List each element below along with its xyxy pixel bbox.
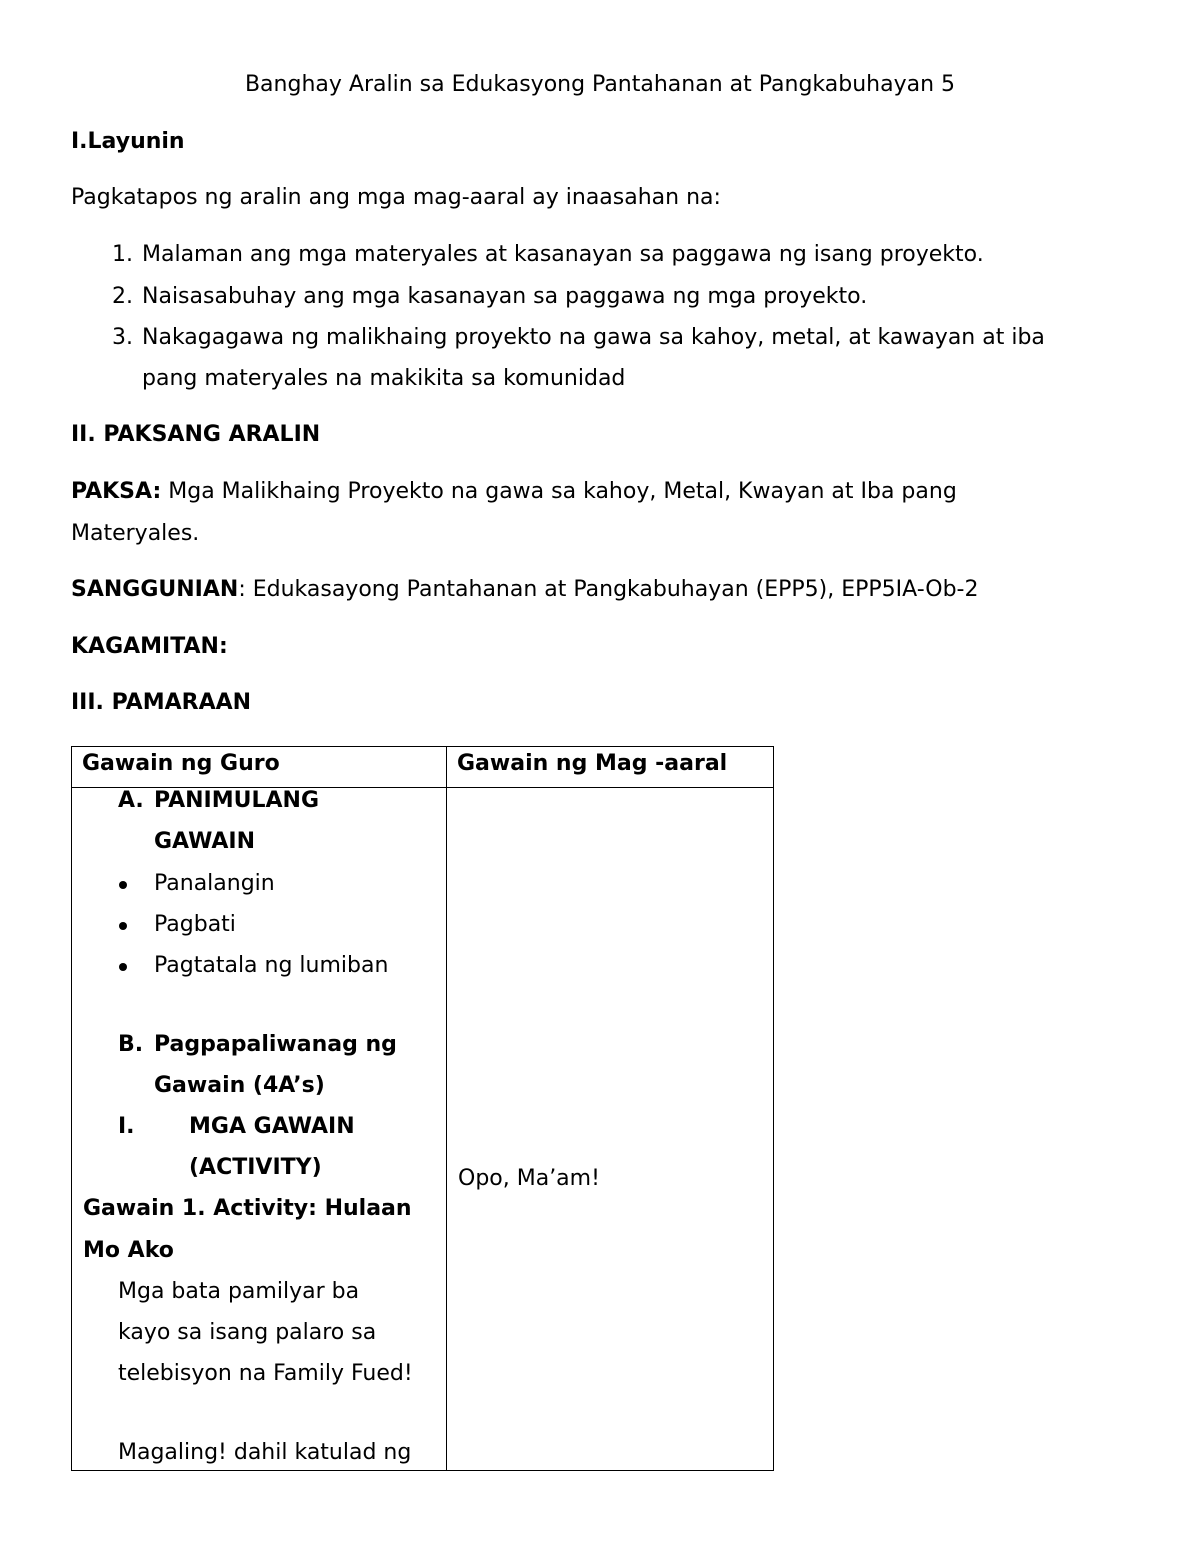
guro-paragraph-line: Magaling! dahil katulad ng bbox=[118, 1440, 412, 1465]
section-a-title-continued: GAWAIN bbox=[154, 829, 255, 854]
gawain-title: Gawain 1. Activity: Hulaan bbox=[83, 1196, 412, 1221]
section-layunin-heading: I.Layunin bbox=[71, 129, 185, 154]
bullet-icon bbox=[119, 963, 127, 971]
objectives-intro: Pagkatapos ng aralin ang mga mag-aaral ay inaasahan na: bbox=[71, 185, 721, 210]
document-title: Banghay Aralin sa Edukasyong Pantahanan at Pangkabuhayan 5 bbox=[244, 72, 956, 97]
objective-text: Malaman ang mga materyales at kasanayan sa paggawa ng isang proyekto. bbox=[142, 242, 984, 267]
pamaraan-table bbox=[71, 746, 774, 1471]
section-paksang-aralin-heading: II. PAKSANG ARALIN bbox=[71, 422, 321, 447]
guro-cell bbox=[72, 788, 447, 1471]
objective-text: Naisasabuhay ang mga kasanayan sa paggawa ng mga proyekto. bbox=[142, 284, 868, 309]
section-b-number: B. bbox=[118, 1032, 144, 1057]
objective-text: Nakagagawa ng malikhaing proyekto na gawa sa kahoy, metal, at kawayan at iba bbox=[142, 325, 1045, 350]
sanggunian-label: SANGGUNIAN bbox=[71, 577, 239, 602]
section-a-title: PANIMULANG bbox=[154, 788, 319, 813]
guro-paragraph-line: kayo sa isang palaro sa bbox=[118, 1320, 377, 1345]
section-b-title-continued: Gawain (4A’s) bbox=[154, 1073, 325, 1098]
table-header-row bbox=[72, 747, 774, 788]
paksa-line bbox=[71, 477, 957, 507]
col-mag-aaral-header: Gawain ng Mag -aaral bbox=[457, 751, 728, 776]
bullet-item: Pagtatala ng lumiban bbox=[154, 953, 389, 978]
guro-paragraph-line: telebisyon na Family Fued! bbox=[118, 1361, 413, 1386]
objective-text-continued: pang materyales na makikita sa komunidad bbox=[142, 366, 626, 391]
section-i-title: MGA GAWAIN bbox=[189, 1114, 355, 1139]
sanggunian-line bbox=[71, 575, 979, 605]
table-header-cell bbox=[447, 747, 774, 788]
table-header-cell bbox=[72, 747, 447, 788]
section-a-number: A. bbox=[118, 788, 144, 813]
paksa-text-continued: Materyales. bbox=[71, 521, 200, 546]
guro-paragraph-line: Mga bata pamilyar ba bbox=[118, 1279, 360, 1304]
sanggunian-text: : Edukasayong Pantahanan at Pangkabuhayan (EPP5), EPP5IA-Ob-2 bbox=[238, 577, 979, 602]
section-b-title: Pagpapaliwanag ng bbox=[154, 1032, 397, 1057]
objective-number: 2. bbox=[112, 284, 133, 309]
mag-aaral-cell bbox=[447, 788, 774, 1471]
col-guro-header: Gawain ng Guro bbox=[82, 751, 280, 776]
bullet-item: Pagbati bbox=[154, 912, 236, 937]
section-i-title-continued: (ACTIVITY) bbox=[189, 1155, 322, 1180]
bullet-item: Panalangin bbox=[154, 871, 275, 896]
objective-number: 1. bbox=[112, 242, 133, 267]
table-row bbox=[72, 788, 774, 1471]
section-pamaraan-heading: III. PAMARAAN bbox=[71, 690, 252, 715]
bullet-icon bbox=[119, 881, 127, 889]
gawain-title-continued: Mo Ako bbox=[83, 1238, 174, 1263]
objective-number: 3. bbox=[112, 325, 133, 350]
bullet-icon bbox=[119, 922, 127, 930]
paksa-label: PAKSA: bbox=[71, 479, 162, 504]
kagamitan-label: KAGAMITAN: bbox=[71, 634, 228, 659]
student-response: Opo, Ma’am! bbox=[458, 1166, 600, 1191]
section-i-number: I. bbox=[118, 1114, 135, 1139]
paksa-text: Mga Malikhaing Proyekto na gawa sa kahoy, Metal, Kwayan at Iba pang bbox=[161, 479, 957, 504]
